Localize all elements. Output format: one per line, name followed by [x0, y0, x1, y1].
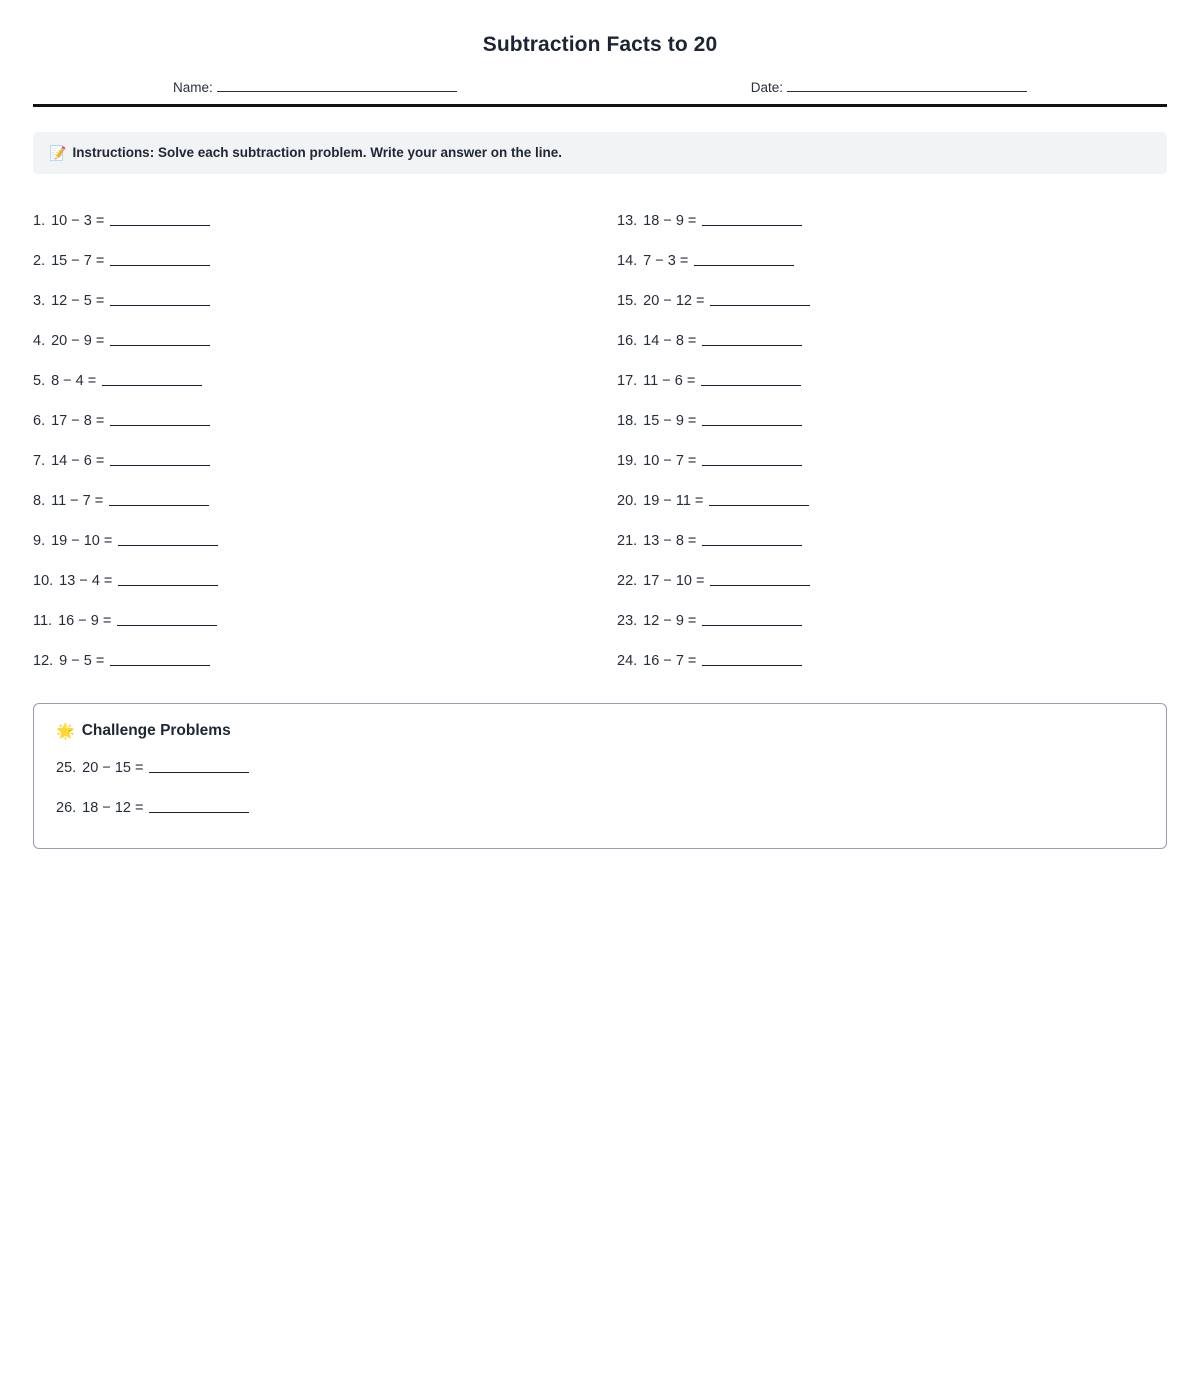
problem-number: 24.	[617, 653, 638, 670]
name-write-line[interactable]	[217, 79, 457, 92]
problem-expression: 16 − 9 =	[58, 613, 112, 630]
problem-expression: 12 − 5 =	[51, 293, 105, 310]
instructions-text: Instructions: Solve each subtraction problem. Write your answer on the line.	[72, 145, 563, 160]
page-title: Subtraction Facts to 20	[482, 33, 718, 56]
problem-row	[617, 321, 1200, 361]
name-date-row	[33, 79, 1167, 95]
answer-blank[interactable]	[710, 572, 810, 586]
star-icon: 🌟	[56, 722, 75, 740]
problem-number: 5.	[33, 373, 46, 390]
answer-blank[interactable]	[110, 452, 210, 466]
name-field[interactable]	[173, 79, 457, 95]
problem-expression: 14 − 6 =	[51, 453, 105, 470]
answer-blank[interactable]	[109, 492, 209, 506]
date-label: Date:	[750, 80, 783, 95]
problem-number: 15.	[617, 293, 638, 310]
problem-row	[33, 441, 617, 481]
problem-number: 11.	[33, 613, 53, 630]
problem-row	[33, 241, 617, 281]
problem-number: 4.	[33, 333, 46, 350]
problem-number: 1.	[33, 213, 46, 230]
problem-expression: 9 − 5 =	[59, 653, 105, 670]
answer-blank[interactable]	[110, 412, 210, 426]
answer-blank[interactable]	[702, 452, 802, 466]
challenge-heading	[56, 722, 1144, 740]
answer-blank[interactable]	[117, 612, 217, 626]
problem-row	[33, 201, 617, 241]
problem-row	[33, 281, 617, 321]
problem-row	[33, 401, 617, 441]
problem-row	[617, 641, 1200, 681]
problem-number: 18.	[617, 413, 638, 430]
answer-blank[interactable]	[149, 799, 249, 813]
answer-blank[interactable]	[149, 759, 249, 773]
date-field[interactable]	[751, 79, 1027, 95]
problem-number: 25.	[56, 760, 77, 777]
problem-row	[617, 361, 1200, 401]
problem-row	[56, 788, 1144, 828]
problem-row	[617, 561, 1200, 601]
problem-expression: 16 − 7 =	[643, 653, 697, 670]
problem-row	[33, 561, 617, 601]
problem-number: 12.	[33, 653, 54, 670]
problem-number: 7.	[33, 453, 46, 470]
problem-expression: 13 − 8 =	[643, 533, 697, 550]
problem-expression: 20 − 12 =	[643, 293, 705, 310]
problem-number: 9.	[33, 533, 46, 550]
answer-blank[interactable]	[118, 572, 218, 586]
answer-blank[interactable]	[709, 492, 809, 506]
problem-number: 8.	[33, 493, 46, 510]
answer-blank[interactable]	[110, 652, 210, 666]
problem-row	[33, 601, 617, 641]
problem-number: 21.	[617, 533, 638, 550]
problem-number: 2.	[33, 253, 46, 270]
problem-number: 22.	[617, 573, 638, 590]
date-write-line[interactable]	[787, 79, 1027, 92]
answer-blank[interactable]	[694, 252, 794, 266]
problems-grid	[33, 201, 1167, 681]
problem-number: 19.	[617, 453, 638, 470]
answer-blank[interactable]	[110, 212, 210, 226]
answer-blank[interactable]	[110, 292, 210, 306]
problem-expression: 11 − 7 =	[51, 493, 104, 510]
answer-blank[interactable]	[102, 372, 202, 386]
problem-expression: 12 − 9 =	[643, 613, 697, 630]
header-divider	[33, 104, 1167, 107]
answer-blank[interactable]	[110, 332, 210, 346]
problem-row	[617, 441, 1200, 481]
problem-row	[617, 521, 1200, 561]
answer-blank[interactable]	[702, 612, 802, 626]
name-label: Name:	[173, 80, 213, 95]
problem-number: 16.	[617, 333, 638, 350]
answer-blank[interactable]	[118, 532, 218, 546]
problem-number: 23.	[617, 613, 638, 630]
problem-row	[33, 321, 617, 361]
problem-row	[617, 481, 1200, 521]
problem-number: 13.	[617, 213, 638, 230]
problem-row	[617, 201, 1200, 241]
answer-blank[interactable]	[702, 332, 802, 346]
instructions-banner	[33, 132, 1167, 174]
problem-expression: 11 − 6 =	[643, 373, 696, 390]
problem-number: 3.	[33, 293, 46, 310]
memo-icon: 📝	[49, 145, 67, 162]
problem-expression: 7 − 3 =	[643, 253, 689, 270]
problems-right-column	[617, 201, 1200, 681]
problem-expression: 17 − 8 =	[51, 413, 105, 430]
problem-number: 26.	[56, 800, 77, 817]
problems-left-column	[33, 201, 617, 681]
problem-row	[33, 361, 617, 401]
problem-number: 20.	[617, 493, 638, 510]
problem-expression: 17 − 10 =	[643, 573, 705, 590]
problem-expression: 14 − 8 =	[643, 333, 697, 350]
problem-expression: 13 − 4 =	[59, 573, 113, 590]
problem-expression: 18 − 9 =	[643, 213, 697, 230]
problem-expression: 20 − 15 =	[82, 760, 144, 777]
answer-blank[interactable]	[110, 252, 210, 266]
problem-number: 10.	[33, 573, 54, 590]
problem-expression: 10 − 7 =	[643, 453, 697, 470]
problem-number: 17.	[617, 373, 638, 390]
problem-row	[617, 281, 1200, 321]
challenge-problems-box	[33, 703, 1167, 849]
answer-blank[interactable]	[710, 292, 810, 306]
problem-number: 6.	[33, 413, 46, 430]
problem-expression: 15 − 7 =	[51, 253, 105, 270]
problem-row	[617, 401, 1200, 441]
problem-expression: 19 − 11 =	[643, 493, 704, 510]
answer-blank[interactable]	[702, 212, 802, 226]
problem-row	[33, 521, 617, 561]
problem-expression: 19 − 10 =	[51, 533, 113, 550]
problem-expression: 15 − 9 =	[643, 413, 697, 430]
problem-row	[56, 748, 1144, 788]
problem-row	[617, 241, 1200, 281]
problem-expression: 20 − 9 =	[51, 333, 105, 350]
answer-blank[interactable]	[702, 532, 802, 546]
problem-row	[33, 481, 617, 521]
problem-expression: 10 − 3 =	[51, 213, 105, 230]
problem-expression: 8 − 4 =	[51, 373, 97, 390]
challenge-heading-label: Challenge Problems	[81, 722, 231, 740]
answer-blank[interactable]	[702, 412, 802, 426]
answer-blank[interactable]	[702, 652, 802, 666]
problem-row	[33, 641, 617, 681]
problem-expression: 18 − 12 =	[82, 800, 144, 817]
answer-blank[interactable]	[701, 372, 801, 386]
problem-row	[617, 601, 1200, 641]
problem-number: 14.	[617, 253, 638, 270]
